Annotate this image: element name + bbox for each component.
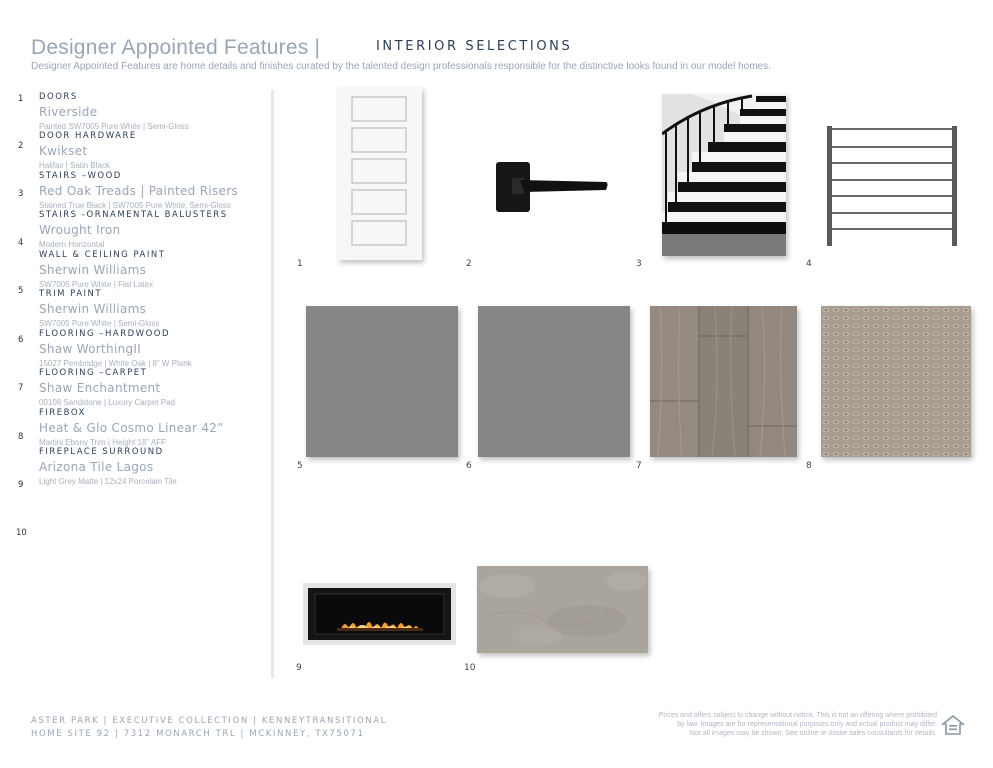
selection-number: 5 bbox=[18, 286, 24, 296]
disclaimer-line: Prices and offers subject to change without notice. This is not an offering where prohibited bbox=[658, 712, 937, 719]
tile-swatch-icon bbox=[477, 566, 648, 653]
door-icon bbox=[338, 87, 422, 260]
selection-name: Kwikset bbox=[39, 144, 88, 158]
selection-spec: Painted SW7005 Pure White | Semi-Gloss bbox=[39, 122, 189, 131]
selection-name: Sherwin Williams bbox=[39, 302, 147, 316]
selection-number: 3 bbox=[18, 189, 24, 199]
selection-number: 4 bbox=[18, 238, 24, 248]
door-lever-icon bbox=[490, 160, 610, 215]
selection-spec: Modern Horizontal bbox=[39, 240, 105, 249]
tile-number: 7 bbox=[636, 461, 642, 471]
selection-spec: SW7005 Pure White | Semi-Gloss bbox=[39, 319, 160, 328]
selection-spec: Martini Ebony Trim | Height 18” AFF bbox=[39, 438, 167, 447]
selection-number: 6 bbox=[18, 335, 24, 345]
disclaimer-line: Not all images may be shown. See online or onsite sales consultants for details. bbox=[689, 730, 937, 737]
carpet-swatch-icon bbox=[821, 306, 971, 457]
selection-category: FLOORING –CARPET bbox=[39, 368, 148, 378]
selection-name: Sherwin Williams bbox=[39, 263, 147, 277]
tile-number: 4 bbox=[806, 259, 812, 269]
selection-category: WALL & CEILING PAINT bbox=[39, 250, 166, 260]
selection-spec: 00108 Sandstone | Luxury Carpet Pad bbox=[39, 398, 175, 407]
selection-number: 1 bbox=[18, 94, 24, 104]
selection-number: 7 bbox=[18, 383, 24, 393]
selection-name: Red Oak Treads | Painted Risers bbox=[39, 184, 238, 198]
tile-number: 6 bbox=[466, 461, 472, 471]
tile-number: 1 bbox=[297, 259, 303, 269]
paint-swatch-icon bbox=[306, 306, 458, 457]
selection-name: Heat & Glo Cosmo Linear 42” bbox=[39, 421, 224, 435]
selection-category: FIREBOX bbox=[39, 408, 86, 418]
selection-spec: 15027 Pembridge | White Oak | 8” W Plank bbox=[39, 359, 192, 368]
staircase-icon bbox=[662, 94, 786, 256]
equal-housing-icon bbox=[941, 713, 965, 737]
selection-name: Riverside bbox=[39, 105, 98, 119]
selection-number: 8 bbox=[18, 432, 24, 442]
selection-spec: Light Grey Matte | 12x24 Porcelain Tile bbox=[39, 477, 177, 486]
hardwood-swatch-icon bbox=[650, 306, 797, 457]
selection-category: FLOORING –HARDWOOD bbox=[39, 329, 171, 339]
selection-name: Shaw Enchantment bbox=[39, 381, 161, 395]
selection-number: 10 bbox=[16, 528, 27, 538]
selection-category: STAIRS -ORNAMENTAL BALUSTERS bbox=[39, 210, 228, 220]
tile-number: 5 bbox=[297, 461, 303, 471]
page-description: Designer Appointed Features are home details and finishes curated by the talented design professionals responsible for the distinctive looks found in our model homes. bbox=[31, 61, 771, 72]
selection-name: Arizona Tile Lagos bbox=[39, 460, 154, 474]
paint-swatch-icon bbox=[478, 306, 630, 457]
tile-number: 8 bbox=[806, 461, 812, 471]
baluster-icon bbox=[822, 124, 966, 248]
disclaimer-line: by law. Images are for representational purposes only and actual product may differ. bbox=[677, 721, 937, 728]
tile-number: 3 bbox=[636, 259, 642, 269]
tile-number: 2 bbox=[466, 259, 472, 269]
tile-number: 10 bbox=[464, 663, 476, 673]
selection-category: STAIRS –WOOD bbox=[39, 171, 122, 181]
selection-number: 9 bbox=[18, 480, 24, 490]
selection-spec: SW7005 Pure White | Flat Latex bbox=[39, 280, 154, 289]
selection-category: DOORS bbox=[39, 92, 78, 102]
footer-line-homesite: HOME SITE 92 | 7312 MONARCH TRL | MCKINNEY, TX75071 bbox=[31, 729, 365, 739]
selection-number: 2 bbox=[18, 141, 24, 151]
footer-disclaimer bbox=[607, 711, 937, 738]
page-title: Designer Appointed Features | bbox=[31, 36, 321, 59]
footer-line-community: ASTER PARK | EXECUTIVE COLLECTION | KENNEYTRANSITIONAL bbox=[31, 716, 388, 726]
section-title: INTERIOR SELECTIONS bbox=[376, 39, 573, 54]
footer-address bbox=[31, 715, 387, 741]
selection-name: Shaw WorthingII bbox=[39, 342, 142, 356]
selection-category: FIREPLACE SURROUND bbox=[39, 447, 164, 457]
selection-spec: Halifax | Satin Black bbox=[39, 161, 110, 170]
tile-number: 9 bbox=[296, 663, 302, 673]
fireplace-icon bbox=[303, 583, 456, 645]
selection-category: TRIM PAINT bbox=[39, 289, 103, 299]
selection-spec: Stained True Black | SW7005 Pure White, Semi-Gloss bbox=[39, 201, 231, 210]
column-divider bbox=[271, 90, 274, 678]
selection-name: Wrought Iron bbox=[39, 223, 121, 237]
selection-category: DOOR HARDWARE bbox=[39, 131, 137, 141]
